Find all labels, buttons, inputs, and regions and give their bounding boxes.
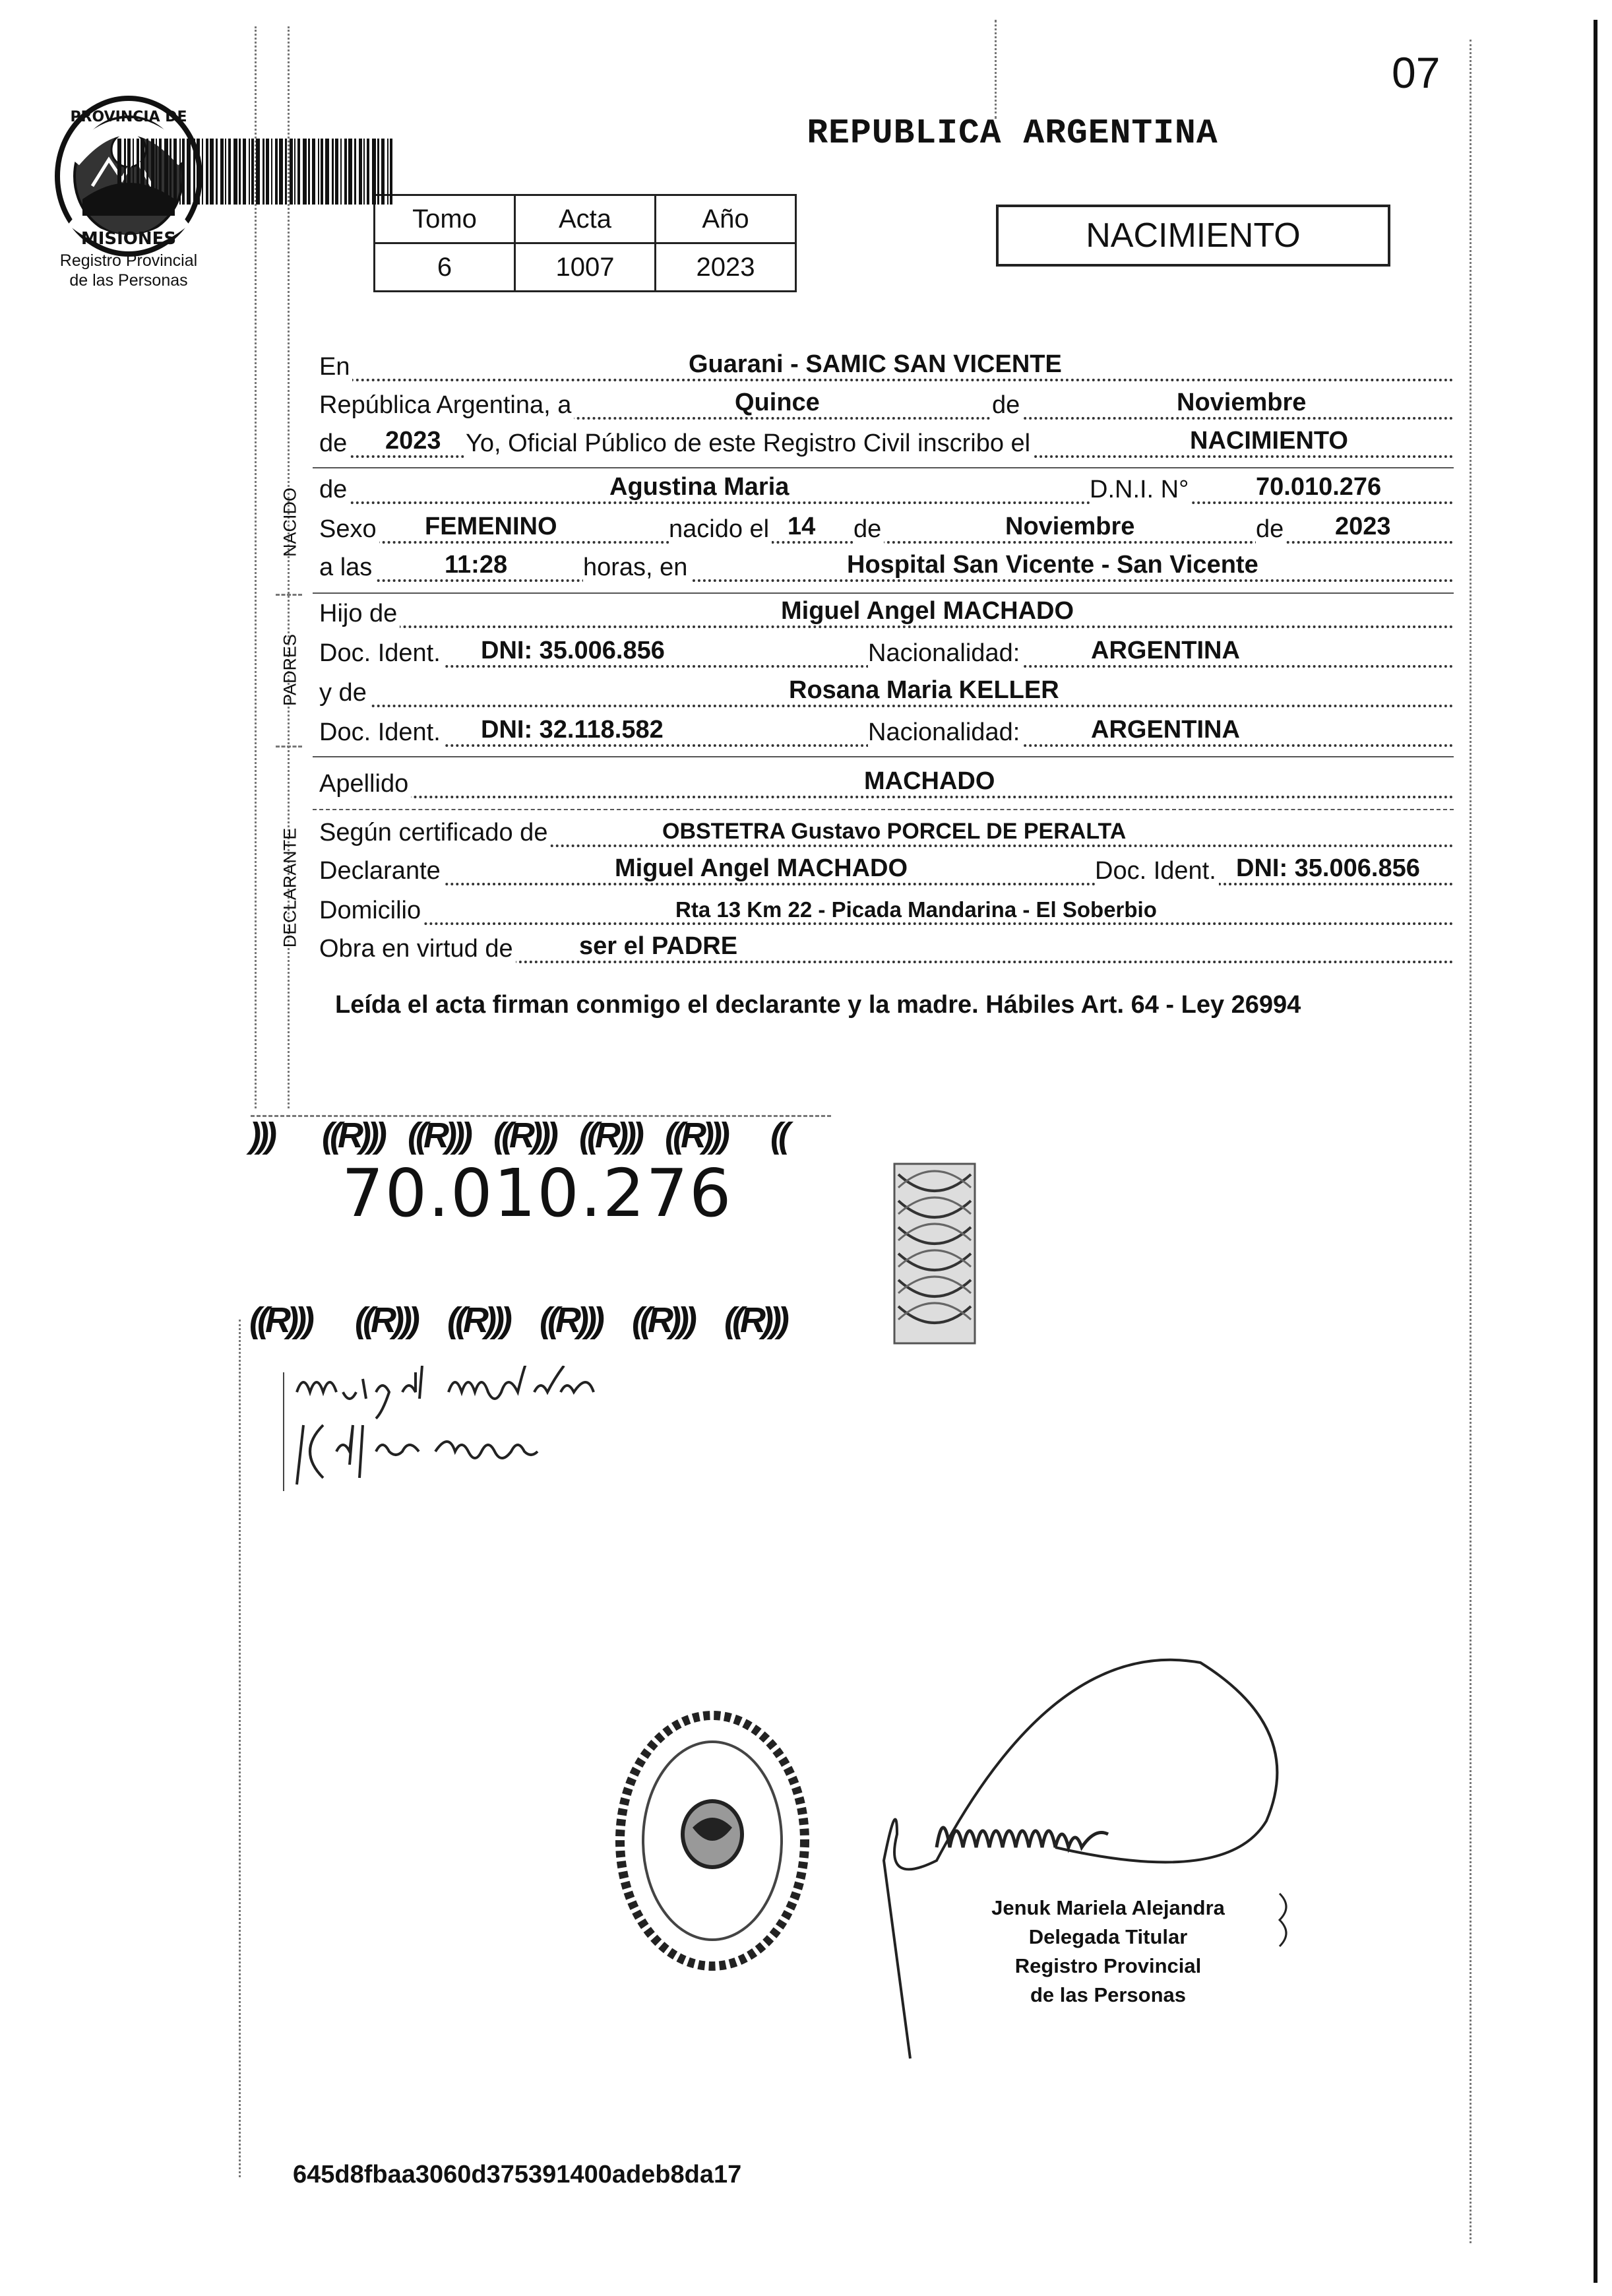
registry-caption-line2: de las Personas <box>69 271 188 290</box>
logo-text-bottom: MISIONES <box>80 229 177 249</box>
declarante-label: Declarante <box>319 857 443 885</box>
barcode-bar <box>251 139 254 205</box>
barcode-bar <box>117 139 121 205</box>
acta-header: Acta <box>515 195 656 243</box>
barcode-bar <box>387 139 388 205</box>
side-label-nacido: NACIDO <box>280 488 300 558</box>
barcode-bar <box>146 139 148 205</box>
renaper-logo: (( <box>770 1116 786 1155</box>
padre-doc-label: Doc. Ident. <box>319 639 443 668</box>
hologram-stamp <box>892 1161 977 1346</box>
dni-value: 70.010.276 <box>1256 473 1382 501</box>
tomo-value: 6 <box>375 243 515 292</box>
footnote: Leída el acta firman conmigo el declarante y la madre. Hábiles Art. 64 - Ley 26994 <box>335 991 1301 1019</box>
record-type-box: NACIMIENTO <box>996 205 1390 267</box>
registry-caption-line1: Registro Provincial <box>59 251 198 270</box>
row-padre <box>319 598 1454 632</box>
logo-text-top: PROVINCIA DE <box>70 109 187 125</box>
official-org-line1: Registro Provincial <box>1014 1954 1202 1977</box>
barcode-bar <box>332 139 334 205</box>
renaper-logo: ((R))) <box>724 1300 786 1340</box>
renaper-logo: ((R))) <box>665 1116 726 1155</box>
barcode-bar <box>348 139 352 205</box>
barcode-bar <box>318 139 319 205</box>
dia-letras: Quince <box>735 389 820 416</box>
dni-label: D.N.I. N° <box>1090 476 1191 504</box>
separator-4 <box>313 809 1454 810</box>
separator-1 <box>313 467 1454 468</box>
left-margin-line-lower <box>239 1320 241 2177</box>
en-label: En <box>319 353 352 381</box>
barcode-bar <box>381 139 385 205</box>
side-label-padres: PADRES <box>280 633 300 707</box>
madre-doc-value: DNI: 32.118.582 <box>481 716 664 744</box>
acta-value: 1007 <box>515 243 656 292</box>
declarante-value: Miguel Angel MACHADO <box>615 854 908 882</box>
anio-value-text: 2023 <box>385 427 441 455</box>
nombre-label: de <box>319 476 350 504</box>
de2-label: de <box>319 430 350 458</box>
barcode-bar <box>303 139 307 205</box>
barcode-bar <box>367 139 369 205</box>
renaper-logo: ))) <box>249 1116 273 1155</box>
row-declarante <box>319 855 1454 889</box>
row-acto <box>319 428 1454 462</box>
barcode-bar <box>173 139 177 205</box>
side-divider <box>276 594 302 596</box>
separator-2 <box>313 592 1454 594</box>
barcode-bar <box>206 139 208 205</box>
nombre-value: Agustina Maria <box>609 473 790 501</box>
domicilio-label: Domicilio <box>319 897 423 925</box>
barcode-bar <box>243 139 246 205</box>
barcode-bar <box>297 139 300 205</box>
row-obra <box>319 933 1454 967</box>
barcode-bar <box>363 139 365 205</box>
barcode-bar <box>239 139 241 205</box>
lugar-value: Hospital San Vicente - San Vicente <box>847 551 1258 579</box>
domicilio-value: Rta 13 Km 22 - Picada Mandarina - El Soberbio <box>675 897 1157 922</box>
barcode-bar <box>312 139 315 205</box>
de3-label: de <box>853 515 884 544</box>
madre-value: Rosana Maria KELLER <box>789 676 1059 704</box>
barcode <box>117 139 658 205</box>
certificado-value: OBSTETRA Gustavo PORCEL DE PERALTA <box>662 819 1127 844</box>
barcode-bar <box>271 139 272 205</box>
official-title: Delegada Titular <box>1028 1925 1188 1948</box>
hora-label: a las <box>319 554 375 582</box>
renaper-logo: ((R))) <box>355 1300 416 1340</box>
anio-header: Año <box>656 195 796 243</box>
sexo-label: Sexo <box>319 515 379 544</box>
barcode-bar <box>275 139 278 205</box>
side-divider-2 <box>276 746 302 748</box>
acto-value: NACIMIENTO <box>1190 427 1348 455</box>
record-table <box>373 194 797 292</box>
barcode-bar <box>151 139 154 205</box>
dni-sticker <box>249 1102 830 1353</box>
apellido-label: Apellido <box>319 770 411 798</box>
anio-value: 2023 <box>656 243 796 292</box>
renaper-logo: ((R))) <box>493 1116 555 1155</box>
obra-value: ser el PADRE <box>579 932 738 960</box>
apellido-value: MACHADO <box>864 767 995 795</box>
barcode-bar <box>170 139 171 205</box>
barcode-bar <box>140 139 144 205</box>
padre-doc-value: DNI: 35.006.856 <box>481 637 665 664</box>
sticker-dni-number: 70.010.276 <box>342 1155 733 1232</box>
barcode-bar <box>335 139 338 205</box>
row-certificado <box>319 817 1454 851</box>
right-margin-line <box>1470 40 1472 2243</box>
renaper-logo: ((R))) <box>249 1300 311 1340</box>
oficial-text: Yo, Oficial Público de este Registro Civil inscribo el <box>466 430 1033 458</box>
page-edge-line <box>1594 20 1597 2283</box>
official-name: Jenuk Mariela Alejandra <box>991 1896 1225 1919</box>
barcode-bar <box>179 139 181 205</box>
barcode-bar <box>220 139 224 205</box>
renaper-logo: ((R))) <box>447 1300 509 1340</box>
barcode-bar <box>182 139 185 205</box>
barcode-bar <box>340 139 342 205</box>
barcode-bar <box>294 139 295 205</box>
page-number: 07 <box>1392 48 1441 97</box>
barcode-bar <box>308 139 310 205</box>
barcode-bar <box>127 139 131 205</box>
row-nombre <box>319 474 1454 508</box>
barcode-bar <box>133 139 134 205</box>
barcode-bar <box>159 139 162 205</box>
row-apellido <box>319 768 1454 802</box>
renaper-logo: ((R))) <box>540 1300 601 1340</box>
nac-dia: 14 <box>788 513 816 540</box>
madre-nac-label: Nacionalidad: <box>868 718 1022 747</box>
barcode-bar <box>266 139 269 205</box>
de-label: de <box>992 391 1022 420</box>
barcode-bar <box>164 139 168 205</box>
nac-mes: Noviembre <box>1005 513 1135 540</box>
barcode-bar <box>210 139 214 205</box>
side-label-declarante: DECLARANTE <box>280 827 300 948</box>
madre-doc-label: Doc. Ident. <box>319 718 443 747</box>
renaper-logo: ((R))) <box>579 1116 640 1155</box>
decl-doc-label: Doc. Ident. <box>1095 857 1219 885</box>
fold-line <box>995 20 997 119</box>
barcode-bar <box>377 139 379 205</box>
republica-label: República Argentina, a <box>319 391 574 420</box>
official-org-line2: de las Personas <box>1030 1983 1187 2006</box>
barcode-bar <box>225 139 226 205</box>
barcode-bar <box>290 139 293 205</box>
separator-3 <box>313 756 1454 757</box>
row-sexo <box>319 513 1454 548</box>
hijo-label: Hijo de <box>319 600 400 628</box>
renaper-logo: ((R))) <box>632 1300 693 1340</box>
decl-doc-value: DNI: 35.006.856 <box>1236 854 1420 882</box>
barcode-bar <box>256 139 260 205</box>
nac-anio: 2023 <box>1335 513 1391 540</box>
row-fecha <box>319 389 1454 424</box>
renaper-logo: ((R))) <box>408 1116 469 1155</box>
row-padre-doc <box>319 637 1454 672</box>
country-title: REPUBLICA ARGENTINA <box>807 113 1218 153</box>
barcode-bar <box>263 139 264 205</box>
tomo-header: Tomo <box>375 195 515 243</box>
row-madre-doc <box>319 717 1454 751</box>
barcode-bar <box>285 139 287 205</box>
barcode-bar <box>354 139 356 205</box>
barcode-bar <box>390 139 392 205</box>
barcode-bar <box>321 139 323 205</box>
handwritten-signatures <box>277 1366 739 1498</box>
hora-value: 11:28 <box>445 551 508 579</box>
barcode-bar <box>344 139 347 205</box>
barcode-bar <box>124 139 126 205</box>
row-hora <box>319 552 1454 586</box>
registry-caption <box>26 251 231 290</box>
row-domicilio <box>319 895 1454 929</box>
certificado-label: Según certificado de <box>319 819 550 847</box>
official-name-block <box>930 1894 1286 2010</box>
padre-nac-label: Nacionalidad: <box>868 639 1022 668</box>
document-hash: 645d8fbaa3060d375391400adeb8da17 <box>293 2161 742 2188</box>
padre-nac-value: ARGENTINA <box>1091 637 1240 664</box>
barcode-bar <box>216 139 218 205</box>
barcode-bar <box>325 139 329 205</box>
row-lugar <box>319 351 1454 385</box>
barcode-bar <box>249 139 250 205</box>
barcode-bar <box>202 139 203 205</box>
padre-value: Miguel Angel MACHADO <box>781 597 1074 625</box>
yde-label: y de <box>319 679 369 707</box>
barcode-bar <box>193 139 195 205</box>
sexo-value: FEMENINO <box>425 513 557 540</box>
de4-label: de <box>1256 515 1286 544</box>
mes-value: Noviembre <box>1177 389 1307 416</box>
barcode-bar <box>233 139 237 205</box>
barcode-bar <box>279 139 283 205</box>
renaper-logo: ((R))) <box>322 1116 383 1155</box>
en-value: Guarani - SAMIC SAN VICENTE <box>689 350 1062 378</box>
nacido-label: nacido el <box>669 515 772 544</box>
barcode-bar <box>187 139 191 205</box>
obra-label: Obra en virtud de <box>319 935 516 963</box>
official-seal-stamp <box>607 1702 818 1979</box>
barcode-bar <box>137 139 139 205</box>
barcode-bar <box>228 139 231 205</box>
horas-en-label: horas, en <box>583 554 690 582</box>
barcode-bar <box>372 139 376 205</box>
barcode-bar <box>156 139 157 205</box>
row-madre <box>319 677 1454 711</box>
barcode-bar <box>197 139 200 205</box>
barcode-bar <box>359 139 362 205</box>
madre-nac-value: ARGENTINA <box>1091 716 1240 744</box>
